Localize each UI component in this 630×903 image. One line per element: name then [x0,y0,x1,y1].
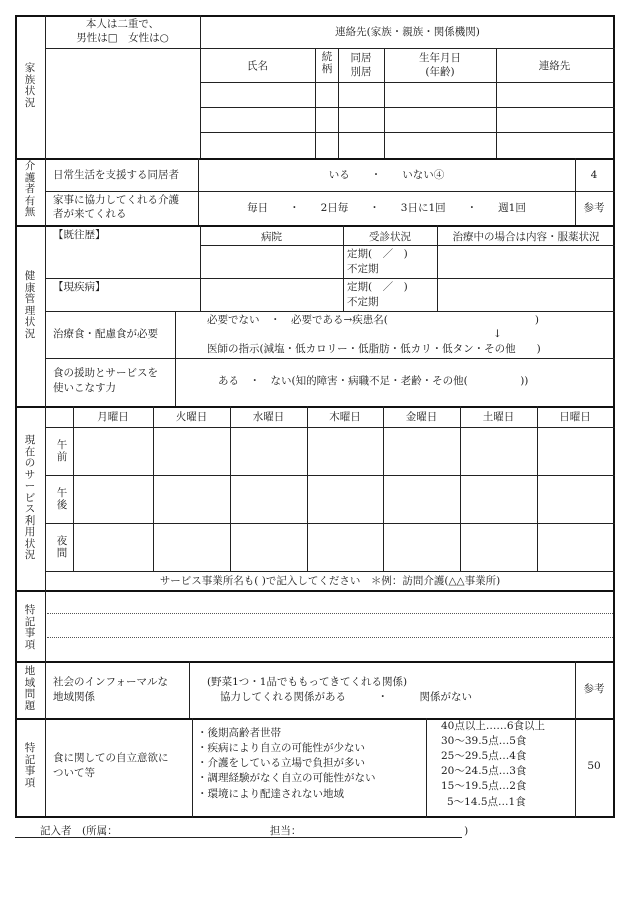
condition-4: ・調理経験がなく自立の可能性がない [197,772,376,784]
diet-arrow: ↓ [493,328,502,340]
score-1: 40点以上……6食以上 [441,720,546,732]
helper-options: 毎日 ・ 2日毎 ・ 3日に1回 ・ 週1回 [247,202,526,214]
helper-score: 参考 [583,202,605,214]
col-relation: 続柄 [321,51,333,75]
diet-line-2: 医師の指示(減塩・低カロリー・低脂肪・低カリ・低タン・その他 ) [207,343,541,355]
period-afternoon: 午後 [56,487,68,511]
community-label-2: 地域関係 [53,691,95,703]
helper-label-1: 家事に協力してくれる介護 [53,194,179,206]
health-section-label: 健康管理状況 [24,270,36,340]
col-name: 氏名 [247,60,268,72]
border-bottom [15,816,615,818]
day-wed: 水曜日 [252,411,285,423]
assessment-form [15,15,615,818]
community-section-label: 地域問題 [24,665,36,712]
diet-label: 治療食・配慮食が必要 [53,328,158,340]
community-score: 参考 [583,683,605,695]
day-sun: 日曜日 [559,411,591,423]
community-label-1: 社会のインフォーマルな [53,676,168,688]
col-visit: 受診状況 [369,231,411,243]
col-hospital: 病院 [261,231,282,243]
meal-ability-options: ある ・ ない(知的障害・病職不足・老齢・その他( )) [218,375,529,387]
period-night: 夜間 [56,535,68,559]
services-section-label: 現在のサービス利用状況 [24,434,36,562]
border-right [613,15,615,818]
day-mon: 月曜日 [97,411,129,423]
border-left [15,15,17,818]
condition-2: ・疾病により自立の可能性が少ない [197,742,365,754]
caregiver-section-label: 介護者有無 [24,160,36,219]
score-5: 15～19.5点…2食 [441,780,527,792]
score-3: 25～29.5点…4食 [441,750,527,762]
marker-note-2: 男性は□ 女性は○ [76,32,169,44]
cohabitant-options: いる ・ いない④ [328,169,445,181]
special-label-2: ついて等 [53,767,95,779]
visit-regular-2: 定期( ／ ) [347,281,408,293]
period-morning: 午前 [56,439,68,463]
marker-note-1: 本人は二重で、 [85,18,160,30]
recorder-underline [15,837,462,838]
score-4: 20～24.5点…3食 [441,765,527,777]
visit-irregular-1: 不定期 [347,263,379,275]
meal-ability-label-2: 使いこなす力 [53,382,116,394]
col-living-1: 同居 [350,52,372,64]
notes-line-2 [47,637,613,638]
notes-line-1 [47,613,613,614]
score-6: 5～14.5点…1食 [447,796,526,808]
family-section-label: 家族状況 [24,62,36,109]
community-text-1: (野菜1つ・1品でももってきてくれる関係) [207,676,408,688]
col-birth-2: (年齢) [425,66,455,78]
border-top [15,15,615,17]
meal-ability-label-1: 食の援助とサービスを [53,367,158,379]
recorder-line: 記入者 (所属： 担当： ) [40,825,469,837]
day-sat: 土曜日 [482,411,515,423]
community-text-2: 協力してくれる関係がある ・ 関係がない [220,691,472,703]
day-thu: 木曜日 [329,411,361,423]
special-total: 50 [587,760,601,772]
col-contact: 連絡先 [538,60,571,72]
special-label-1: 食に関しての自立意欲に [53,752,169,764]
condition-3: ・介護をしている立場で負担が多い [197,757,365,769]
visit-regular-1: 定期( ／ ) [347,248,408,260]
notes-section-label: 特記事項 [24,604,36,651]
past-history-label: 【既往歴】 [53,229,106,241]
visit-irregular-2: 不定期 [347,296,379,308]
col-living-2: 別居 [350,66,372,78]
services-note: サービス事業所名も( )で記入してください ＊例：訪問介護(△△事業所) [159,575,501,587]
condition-5: ・環境により配達されない地域 [197,788,344,800]
score-2: 30～39.5点…5食 [441,735,527,747]
condition-1: ・後期高齢者世帯 [197,727,281,739]
current-illness-label: 【現疾病】 [53,281,106,293]
helper-label-2: 者が来てくれる [53,208,127,220]
diet-line-1: 必要でない ・ 必要である→疾患名( ) [207,314,539,326]
cohabitant-label: 日常生活を支援する同居者 [53,169,179,181]
contact-title: 連絡先(家族・親族・関係機関) [335,26,480,38]
special-section-label: 特記事項 [24,742,36,789]
day-tue: 火曜日 [175,411,208,423]
col-birth-1: 生年月日 [419,52,461,64]
day-fri: 金曜日 [405,411,438,423]
col-treatment: 治療中の場合は内容・服薬状況 [452,231,600,243]
cohabitant-score: 4 [590,169,598,181]
